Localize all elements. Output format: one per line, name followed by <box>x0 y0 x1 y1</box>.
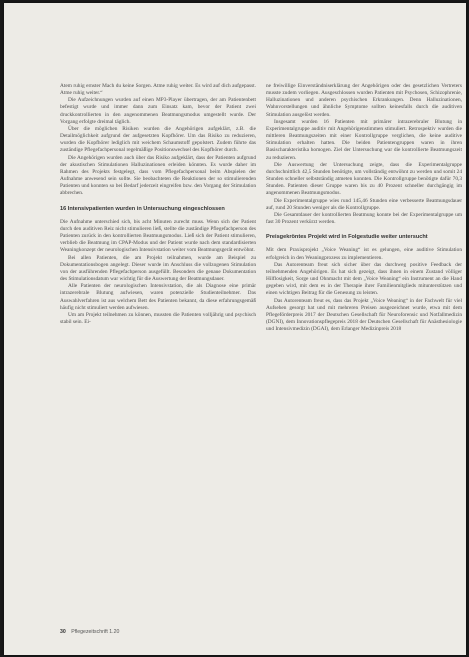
body-paragraph: Insgesamt wurden 16 Patienten mit primärer intrazerebraler Blutung in Experimentalgruppe auditiv mit Angehörigenstimmen stimuliert. Retrospektiv wurden die mittleren Beatmungszeiten mit einer Kontrollgruppe verglichen, die keine auditive Stimulation erhalten hatten. Die beiden Patientengruppen waren in ihren Basischarakteristika homogen. Ziel der Untersuchung war die kontrollierte Beatmungszeit zu reduzieren. <box>266 118 462 161</box>
publication-name: Pflegezeitschrift 1.20 <box>71 629 120 635</box>
body-paragraph: ne freiwillige Einverständniserklärung der Angehörigen oder des gesetzlichen Vertreters musste zudem vorliegen. Ausgeschlossen wurden Patienten mit Psychosen, Schizophrenie, Halluzinationen und anderen psychischen Erkrankungen. Denn Halluzinationen, Wahnvorstellungen und ähnliche Symptome sollten keinesfalls durch die auditiven Stimulation ausgelöst werden. <box>266 83 462 118</box>
page-footer <box>60 629 119 635</box>
page-number: 30 <box>60 629 66 635</box>
right-column <box>266 83 462 333</box>
body-paragraph: Das Autorenteam freut sich sicher über das durchweg positive Feedback der teilnehmenden Angehörigen. Es hat sich gezeigt, dass ihnen in einem Zustand völliger Hilflosigkeit, Sorge und Ohnmacht mit dem „Voice Weaning“ ein Instrument an die Hand gegeben wird, mit dem es in der Therapie ihrer Familienmitglieds mitunterstützen und einen wichtigen Beitrag für die Genesung zu leisten. <box>266 261 462 297</box>
body-paragraph: Bei allen Patienten, die am Projekt teilnahmen, wurde am Beispiel zu Dokumentationsbogen angelegt. Dieser wurde im Anschluss die vollzogenen Stimulation von der ausführenden Pflegefachperson ausgefüllt. Besonders die genaue Dokumentation des Stimulationsdatum war wichtig für die Auswertung der Beatmungsdauer. <box>60 254 256 283</box>
body-paragraph: Mit dem Praxisprojekt „Voice Weaning“ ist es gelungen, eine auditive Stimulation erfolgreich in den Weaningprozess zu implementieren. <box>266 247 462 261</box>
body-paragraph: Das Autorenteam freut es, dass das Projekt „Voice Weaning“ in der Fachwelt für viel Aufsehen gesorgt hat und mit mehreren Preisen ausgezeichnet wurde, etwa mit dem Pflegeförderpreis 2017 der Deutschen Gesellschaft für Neuroforensic und Notfallmedizin (DGNI), dem Innovationspflegepreis 2018 der Deutschen Gesellschaft für Anästhesiologie und Intensivmedizin (DGAI), dem Erlanger Medizinpreis 2018 <box>266 297 462 333</box>
body-paragraph: Um am Projekt teilnehmen zu können, mussten die Patienten volljährig und psychisch stabil sein. Ei- <box>60 311 256 325</box>
body-paragraph: Die Gesamtdauer der kontrollierten Beatmung konnte bei der Experimentalgruppe um fast 30 Prozent verkürzt werden. <box>266 211 462 225</box>
body-paragraph: Atem ruhig ernster Mach du keine Sorgen. Atme ruhig weiter. Es wird auf dich aufgepasst. Atme ruhig weiter.“ <box>60 83 256 97</box>
section-heading: 16 Intensivpatienten wurden in Untersuchung eingeschlossen <box>60 205 225 212</box>
body-paragraph: Die Angehörigen wurden auch über das Risiko aufgeklärt, dass der Patienten aufgrund der akustischen Stimulationen Halluzinationen erleiden könnten. Es wurde daher im Rahmen des Projekts festgelegt, dass vom Pflegefachpersonal beim Abspielen der Aufnahme anwesend sein sollte. Sie beobachteten die Reaktionen der so stimulierenden Patienten und konnten so bei Bedarf jederzeit eingreifen bzw. den Vorgang der Stimulation abbrechen. <box>60 154 256 197</box>
document-page <box>4 3 466 655</box>
body-paragraph: Die Aufnahme unterschied sich, bis acht Minuten zurecht muss. Wenn sich der Patient durch den auditiven Reiz nicht stimulieren ließ, stellte die zuständige Pflegefachperson des Patienten zurück in den kontrollierten Beatmungsmodus. Ließ sich der Patient stimulieren, verblieb die Beatmung im CPAP-Modus und der Patient wurde nach dem standardisierten Weaningkonzept der neurologischen Intensivstation weiter vom Beatmungsgerät entwöhnt. <box>60 218 256 254</box>
left-column <box>60 83 256 326</box>
body-paragraph: Die Experimentalgruppe wies rund 145,46 Stunden eine verbesserte Beatmungsdauer auf, rund 20 Stunden weniger als die Kontrollgruppe. <box>266 197 462 211</box>
body-paragraph: Alle Patienten der neurologischen Intensivstation, die als Diagnose eine primär intrazerebrale Blutung aufwiesen, waren potenzielle Studienteilnehmer. Das Auswahlverfahren ist aus welchem Bett des Patienten bekannt, da diese erfahrungsgemäß häufig nicht stimuliert werden aufwiesen. <box>60 283 256 311</box>
section-heading: Preisgekröntes Projekt wird in Folgestudie weiter untersucht <box>266 234 428 241</box>
body-paragraph: Die Auswertung der Untersuchung zeigte, dass die Experimentalgruppe durchschnittlich 42,5 Stunden benötigte, um vollständig entwöhnt zu werden und somit 24 Stunden schneller selbstständig atmeten konnten. Die Kontrollgruppe benötigte dafür 70,3 Stunden. Patienten dieser Gruppe waren bis zu 40 Prozent schneller durchgängig im angenommenen Beatmungsmodus. <box>266 161 462 197</box>
body-paragraph: Über die möglichen Risiken wurden die Angehörigen aufgeklärt, z.B. die Detailmöglichkeit aufgrund der aufgesetzten Kopfhörer. Um das Risiko zu reduzieren, wurden die Kopfhörer lediglich mit weichem Schaumstoff gepolstert. Zudem führte das zuständige Pflegefachpersonal regelmäßige Positionswechsel des Kopfhörer durch. <box>60 125 256 154</box>
body-paragraph: Die Aufzeichnungen wurden auf einen MP3-Player übertragen, der am Patientenbett befestigt wurde und immer dann zum Einsatz kam, bevor der Patient zwei druckkontrollierten in den angenommenen Beatmungsmodus umgestellt wurde. Der Vorgang erfolgte dreimal täglich. <box>60 97 256 125</box>
